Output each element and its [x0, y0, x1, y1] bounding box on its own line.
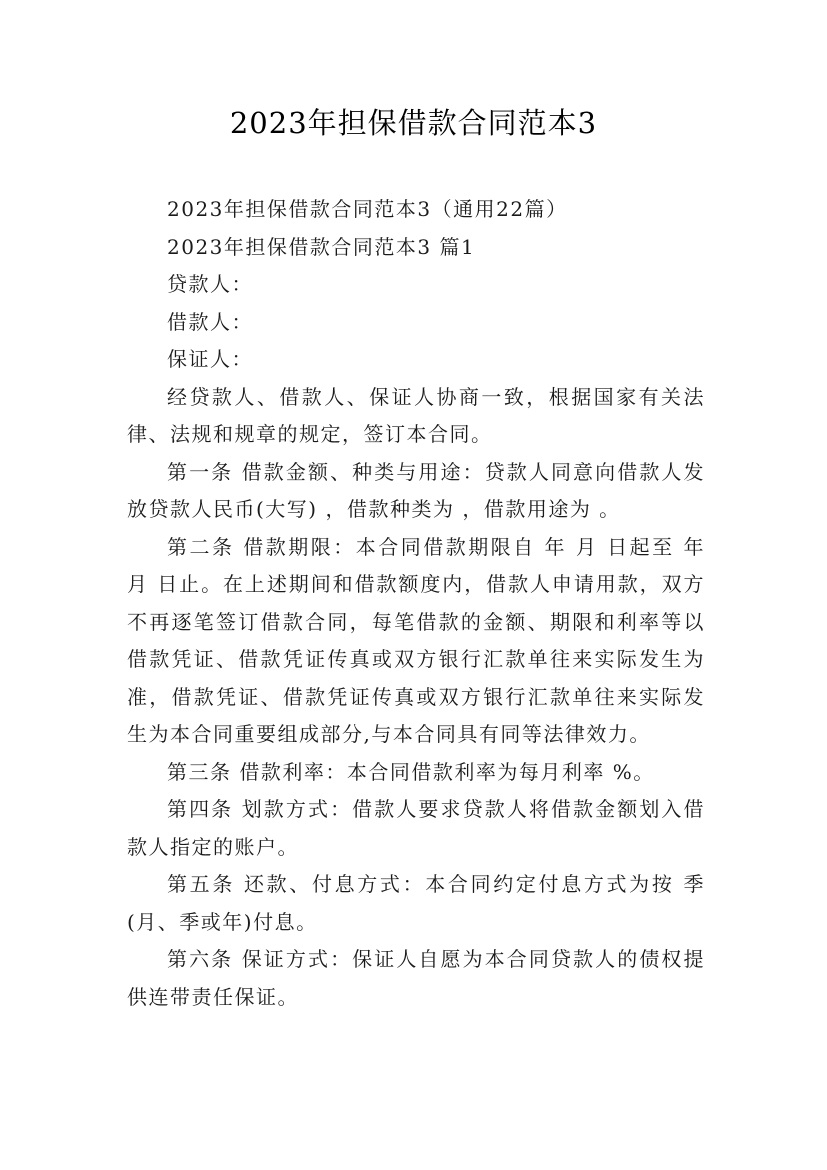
paragraph-section-heading: 2023年担保借款合同范本3 篇1 — [167, 234, 476, 259]
paragraph-subtitle: 2023年担保借款合同范本3（通用22篇） — [167, 197, 568, 221]
paragraph-article-6: 第六条 保证方式：保证人自愿为本合同贷款人的债权提供连带责任保证。 — [127, 947, 705, 1009]
paragraph-article-2: 第二条 借款期限：本合同借款期限自 年 月 日起至 年 月 日止。在上述期间和借款额度内，借款人申请用款，双方不再逐笔签订借款合同，每笔借款的金额、期限和利率等以借款凭证、借款凭证传真或双方银行汇款单往来实际发生为准，借款凭证、借款凭证传真或双方银行汇款单往来实际发生为本合同重要组成部分,与本合同具有同等法律效力。 — [127, 534, 705, 746]
document-body — [127, 191, 705, 1016]
paragraph-preamble: 经贷款人、借款人、保证人协商一致，根据国家有关法律、法规和规章的规定，签订本合同。 — [127, 384, 705, 446]
document-title: 2023年担保借款合同范本3 — [229, 106, 598, 140]
paragraph-borrower: 借款人： — [167, 309, 253, 334]
paragraph-article-5: 第五条 还款、付息方式：本合同约定付息方式为按 季(月、季或年)付息。 — [127, 872, 705, 934]
paragraph-article-3: 第三条 借款利率：本合同借款利率为每月利率 %。 — [167, 759, 655, 784]
paragraph-lender: 贷款人： — [167, 272, 253, 296]
paragraph-guarantor: 保证人： — [167, 347, 253, 371]
paragraph-article-4: 第四条 划款方式：借款人要求贷款人将借款金额划入借款人指定的账户。 — [127, 797, 705, 859]
paragraph-article-1: 第一条 借款金额、种类与用途：贷款人同意向借款人发放贷款人民币(大写) ，借款种类为 ，借款用途为 。 — [127, 459, 705, 521]
